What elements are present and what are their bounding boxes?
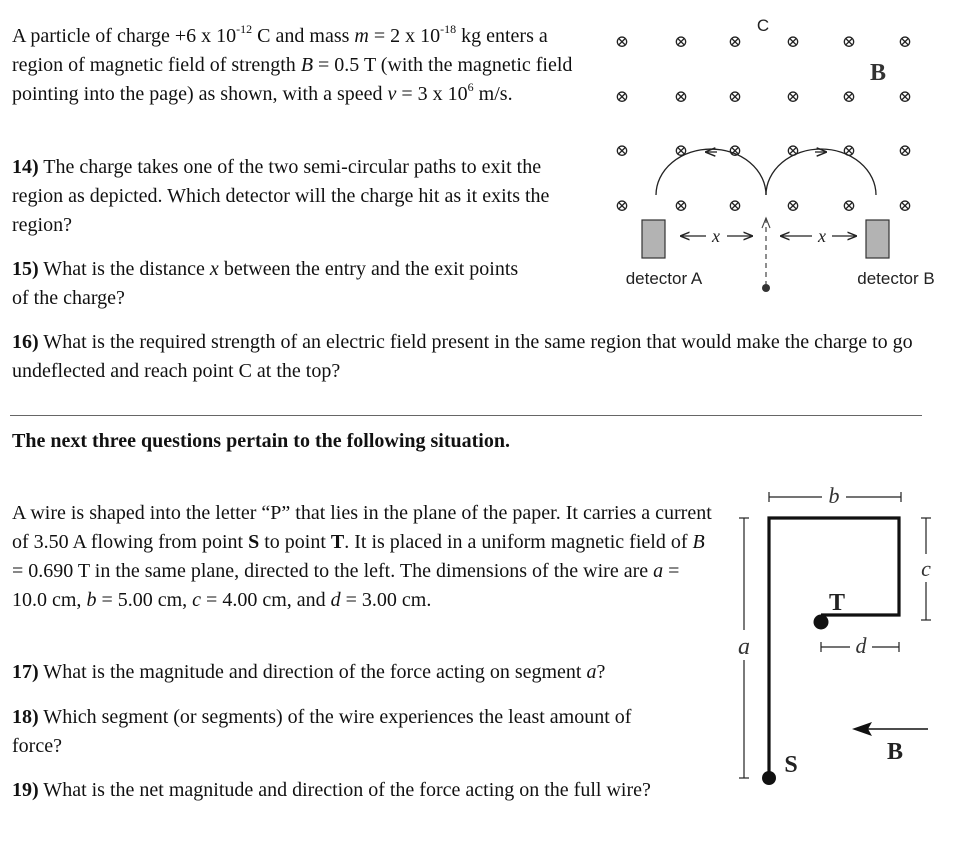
point-c-label: C bbox=[756, 16, 770, 35]
dimension-b-label: b bbox=[828, 483, 840, 508]
problem2-intro: A wire is shaped into the letter “P” that lies in the plane of the paper. It carries a current of 3.50 A flowing from point S to point T. It is placed in a uniform magnetic field of B = 0.690 T in the same plane, directed to the left. The dimensions of the wire are a = 10.0 cm, b = 5.00 cm, c = 4.00 cm, and d = 3.00 cm. bbox=[12, 502, 712, 611]
dimension-c-label: c bbox=[921, 556, 931, 581]
point-s-dot bbox=[762, 771, 776, 785]
detector-b-label: detector B bbox=[857, 269, 935, 288]
field-into-page-icon: ⊗ bbox=[614, 196, 630, 215]
point-t-dot bbox=[814, 615, 829, 630]
field-into-page-icon: ⊗ bbox=[614, 87, 630, 106]
distance-x-label-right: x bbox=[818, 226, 826, 246]
field-into-page-icon: ⊗ bbox=[841, 32, 857, 51]
question-17: 17) What is the magnitude and direction of the force acting on segment a? bbox=[12, 661, 606, 683]
question-18: 18) Which segment (or segments) of the wire experiences the least amount of force? bbox=[12, 706, 632, 757]
dimension-d-label: d bbox=[855, 633, 867, 658]
field-into-page-icon: ⊗ bbox=[841, 87, 857, 106]
field-into-page-icon: ⊗ bbox=[897, 141, 913, 160]
problem1-intro: A particle of charge +6 x $10^{-12}$ C and mass m = 2 x $10^{-18}$ kg enters a region of magnetic field of strength B = 0.5 T (with the magnetic field pointing into the page) as shown, with a speed v = 3 x $10^6$ m/s. bbox=[12, 22, 573, 105]
field-into-page-icon: ⊗ bbox=[614, 32, 630, 51]
field-into-page-icon: ⊗ bbox=[897, 196, 913, 215]
field-into-page-icon: ⊗ bbox=[897, 87, 913, 106]
field-into-page-icon: ⊗ bbox=[785, 196, 801, 215]
field-into-page-icon: ⊗ bbox=[727, 87, 743, 106]
question-15: 15) What is the distance x between the entry and the exit points of the charge? bbox=[12, 258, 519, 309]
field-into-page-icon: ⊗ bbox=[673, 196, 689, 215]
field-into-page-icon: ⊗ bbox=[785, 141, 801, 160]
field-into-page-icon: ⊗ bbox=[673, 141, 689, 160]
question-19: 19) What is the net magnitude and direction of the force acting on the full wire? bbox=[12, 779, 651, 801]
distance-x-label-left: x bbox=[712, 226, 720, 246]
field-into-page-icon: ⊗ bbox=[897, 32, 913, 51]
field-into-page-icon: ⊗ bbox=[785, 32, 801, 51]
field-into-page-icon: ⊗ bbox=[614, 141, 630, 160]
field-into-page-icon: ⊗ bbox=[673, 32, 689, 51]
question-14: 14) The charge takes one of the two semi-circular paths to exit the region as depicted. Which detector will the charge hit as it exits the region? bbox=[12, 156, 550, 236]
field-b-label-2: B bbox=[886, 739, 904, 765]
section-heading: The next three questions pertain to the following situation. bbox=[12, 430, 510, 452]
field-into-page-icon: ⊗ bbox=[727, 141, 743, 160]
field-b-label: B bbox=[869, 60, 887, 86]
field-into-page-icon: ⊗ bbox=[841, 141, 857, 160]
field-into-page-icon: ⊗ bbox=[727, 196, 743, 215]
question-16: 16) What is the required strength of an electric field present in the same region that would make the charge to go undeflected and reach point C at the top? bbox=[12, 331, 913, 382]
field-into-page-icon: ⊗ bbox=[785, 87, 801, 106]
field-into-page-icon: ⊗ bbox=[673, 87, 689, 106]
p-shaped-wire bbox=[769, 518, 899, 778]
detector-a-label: detector A bbox=[625, 269, 703, 288]
point-s-label: S bbox=[784, 752, 798, 778]
field-into-page-icon: ⊗ bbox=[841, 196, 857, 215]
field-into-page-icon: ⊗ bbox=[727, 32, 743, 51]
dimension-a-label: a bbox=[738, 634, 750, 660]
point-t-label: T bbox=[828, 590, 846, 616]
